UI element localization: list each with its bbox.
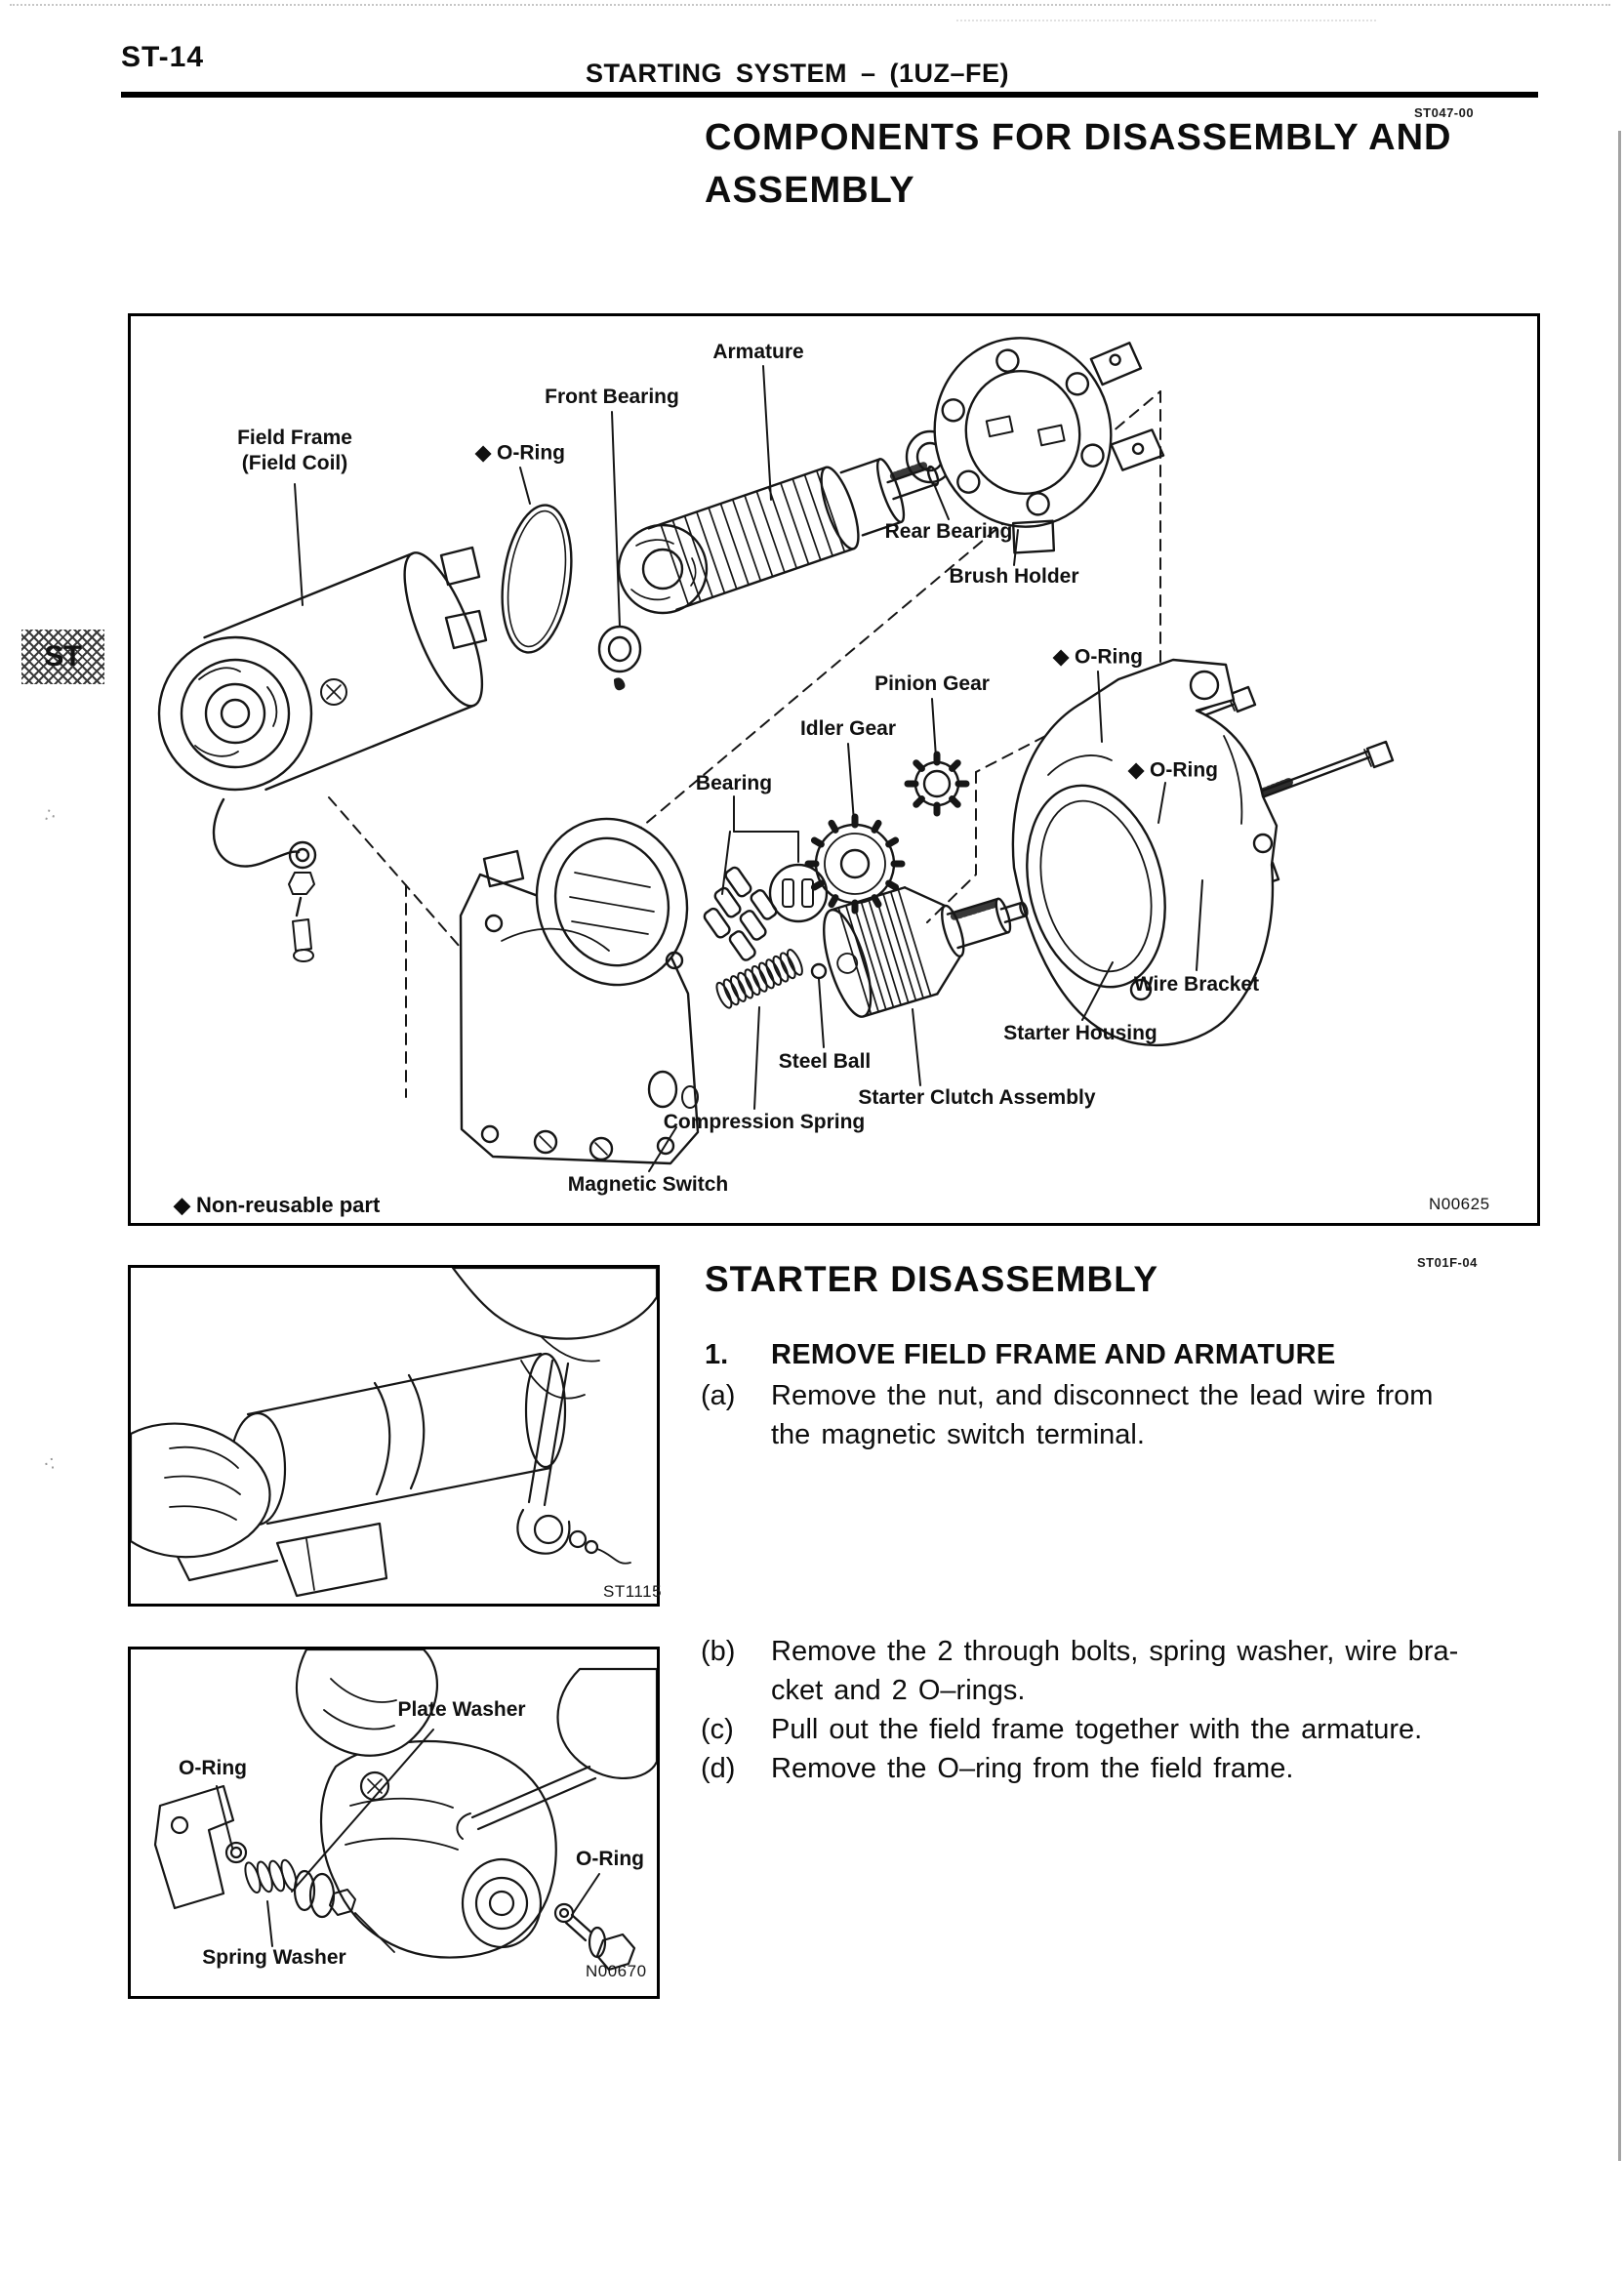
scan-artifact-left-2: ·:	[41, 1451, 57, 1475]
substep-b-label: (b)	[701, 1636, 736, 1667]
label-compression-spring: Compression Spring	[663, 1111, 866, 1133]
figure2-art	[131, 1649, 657, 1996]
label-plate-washer: Plate Washer	[397, 1698, 526, 1721]
components-figure-box	[128, 313, 1540, 1226]
figure2-box	[128, 1647, 660, 1999]
label-wire-bracket: Wire Bracket	[1133, 973, 1260, 996]
substep-b-line1: Remove the 2 through bolts, spring washer, wire bra-	[771, 1636, 1459, 1667]
components-title-line1: COMPONENTS FOR DISASSEMBLY AND	[705, 117, 1452, 158]
legend-non-reusable: ◆ Non-reusable part	[174, 1193, 381, 1217]
label-idler-gear: Idler Gear	[799, 717, 897, 740]
step-title: REMOVE FIELD FRAME AND ARMATURE	[771, 1339, 1336, 1370]
substep-d-line1: Remove the O–ring from the field frame.	[771, 1753, 1294, 1784]
label-starter-housing: Starter Housing	[1003, 1022, 1157, 1044]
section-tab-st	[21, 630, 104, 684]
label-o-ring-fig2-left: O-Ring	[179, 1757, 247, 1779]
label-field-frame-line2: (Field Coil)	[241, 452, 348, 474]
figure-code-n00670: N00670	[586, 1962, 647, 1980]
label-o-ring-mid: ◆ O-Ring	[1128, 758, 1218, 782]
label-o-ring-top: ◆ O-Ring	[1053, 645, 1143, 669]
label-bearing: Bearing	[695, 772, 773, 794]
label-pinion-gear: Pinion Gear	[874, 672, 990, 695]
components-section-code: ST047-00	[1414, 105, 1475, 120]
label-o-ring-left: ◆ O-Ring	[475, 441, 565, 465]
section-tab-label: ST	[44, 640, 82, 672]
substep-b-line2: cket and 2 O–rings.	[771, 1675, 1026, 1706]
label-rear-bearing: Rear Bearing	[884, 520, 1013, 543]
header-rule	[121, 92, 1538, 98]
scan-artifact-right-line	[1618, 131, 1621, 2161]
scan-artifact-top-dots	[10, 4, 1610, 6]
label-front-bearing: Front Bearing	[545, 386, 679, 408]
label-starter-clutch: Starter Clutch Assembly	[858, 1086, 1096, 1109]
disassembly-title: STARTER DISASSEMBLY	[705, 1259, 1159, 1299]
header-title: STARTING SYSTEM – (1UZ–FE)	[586, 59, 1010, 88]
substep-c-line1: Pull out the field frame together with the armature.	[771, 1714, 1423, 1745]
substep-a-label: (a)	[701, 1380, 736, 1411]
components-title-line2: ASSEMBLY	[705, 170, 915, 211]
step-number: 1.	[705, 1339, 729, 1370]
figure1-art	[131, 1268, 657, 1604]
scan-artifact-left-1: :·	[42, 802, 61, 828]
page-code: ST-14	[121, 41, 205, 73]
label-brush-holder: Brush Holder	[949, 565, 1079, 588]
label-field-frame	[237, 426, 352, 476]
substep-c-label: (c)	[701, 1714, 734, 1745]
label-steel-ball: Steel Ball	[778, 1050, 872, 1073]
substep-a-line1: Remove the nut, and disconnect the lead wire from	[771, 1380, 1434, 1411]
label-field-frame-line1: Field Frame	[237, 427, 352, 449]
label-o-ring-fig2-right: O-Ring	[576, 1848, 644, 1870]
label-spring-washer: Spring Washer	[202, 1946, 346, 1969]
figure1-box	[128, 1265, 663, 1607]
label-armature: Armature	[712, 341, 804, 363]
figure-code-n00625: N00625	[1429, 1195, 1490, 1213]
label-magnetic-switch: Magnetic Switch	[567, 1173, 729, 1196]
substep-a-line2: the magnetic switch terminal.	[771, 1419, 1145, 1450]
figure-code-st1115: ST1115	[603, 1582, 663, 1601]
scan-artifact-top-dots-2	[956, 20, 1376, 21]
substep-d-label: (d)	[701, 1753, 736, 1784]
disassembly-section-code: ST01F-04	[1417, 1255, 1478, 1270]
